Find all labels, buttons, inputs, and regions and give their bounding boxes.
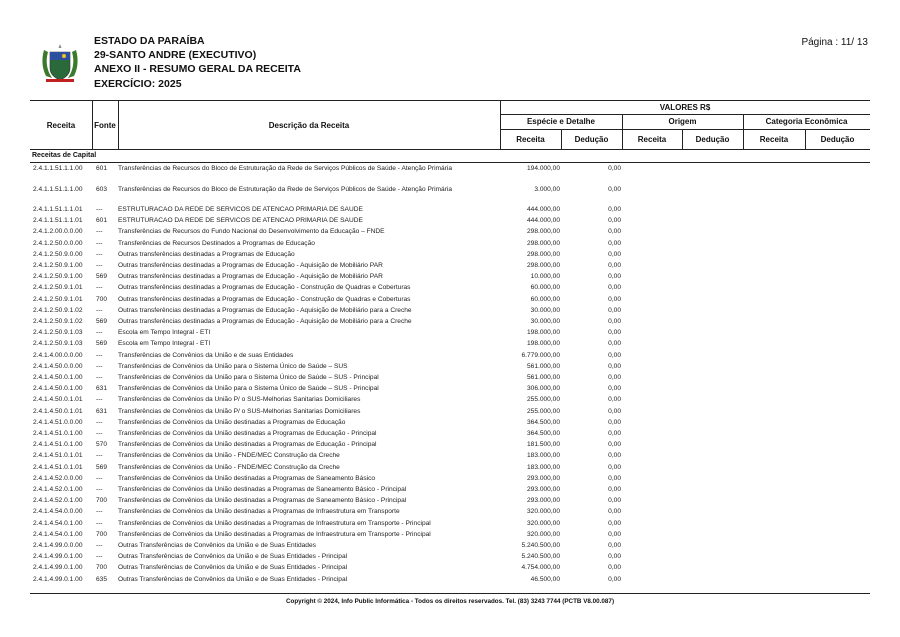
receita-code: 2.4.1.4.54.0.1.00 bbox=[33, 519, 83, 527]
receita-code: 2.4.1.4.51.0.1.01 bbox=[33, 463, 83, 471]
fonte-code: --- bbox=[96, 228, 103, 236]
deducao-value: 0,00 bbox=[608, 351, 621, 359]
receita-value: 293.000,00 bbox=[526, 497, 560, 505]
receita-code: 2.4.1.4.54.0.1.00 bbox=[33, 530, 83, 538]
fonte-code: 603 bbox=[96, 185, 108, 193]
description: Outras transferências destinadas a Programas de Educação - Construção de Quadras e Coberturas bbox=[118, 295, 411, 303]
col-origem-receita: Receita bbox=[637, 134, 667, 144]
receita-value: 255.000,00 bbox=[526, 407, 560, 415]
receita-code: 2.4.1.4.54.0.0.00 bbox=[33, 508, 83, 516]
receita-value: 293.000,00 bbox=[526, 486, 560, 493]
fonte-code: 635 bbox=[96, 575, 108, 583]
receita-value: 4.754.000,00 bbox=[521, 564, 560, 572]
receita-code: 2.4.1.1.51.1.1.01 bbox=[33, 206, 83, 213]
receita-code: 2.4.1.2.50.0.0.00 bbox=[33, 239, 83, 247]
description: Transferências de Convênios da União destinadas a Programas de Saneamento Básico bbox=[118, 474, 376, 482]
receita-code: 2.4.1.4.51.0.1.00 bbox=[33, 430, 83, 437]
fonte-code: 570 bbox=[96, 441, 108, 449]
receita-value: 298.000,00 bbox=[526, 239, 560, 247]
receita-code: 2.4.1.2.50.9.1.00 bbox=[33, 262, 83, 269]
deducao-value: 0,00 bbox=[608, 385, 621, 393]
receita-value: 5.240.500,00 bbox=[521, 553, 560, 561]
receita-code: 2.4.1.2.50.9.1.03 bbox=[33, 329, 83, 337]
deducao-value: 0,00 bbox=[608, 497, 621, 505]
col-categoria-receita: Receita bbox=[759, 134, 789, 144]
paraiba-coat-of-arms-logo bbox=[38, 42, 82, 86]
description: Transferências de Convênios da União P/ o SUS-Melhorias Sanitarias Domiciliares bbox=[118, 396, 361, 404]
deducao-value: 0,00 bbox=[608, 228, 621, 236]
deducao-value: 0,00 bbox=[608, 217, 621, 225]
description: Transferências de Convênios da União destinadas a Programas de Saneamento Básico - Principal bbox=[118, 486, 407, 493]
receita-value: 60.000,00 bbox=[530, 284, 560, 292]
fonte-code: --- bbox=[96, 206, 103, 213]
fonte-code: --- bbox=[96, 284, 103, 292]
fonte-code: --- bbox=[96, 250, 103, 258]
col-descricao: Descrição da Receita bbox=[268, 120, 350, 130]
col-origem: Origem bbox=[668, 117, 697, 126]
deducao-value: 0,00 bbox=[608, 165, 621, 172]
fonte-code: --- bbox=[96, 542, 103, 549]
deducao-value: 0,00 bbox=[608, 329, 621, 337]
deducao-value: 0,00 bbox=[608, 430, 621, 437]
fonte-code: --- bbox=[96, 508, 103, 516]
fonte-code: 700 bbox=[96, 564, 108, 572]
col-categoria-deducao: Dedução bbox=[820, 134, 855, 144]
description: ESTRUTURACAO DA REDE DE SERVICOS DE ATENCAO PRIMARIA DE SAUDE bbox=[118, 217, 363, 225]
receita-code: 2.4.1.4.51.0.1.01 bbox=[33, 452, 83, 460]
page-number: Página : 11/ 13 bbox=[801, 37, 868, 48]
deducao-value: 0,00 bbox=[608, 273, 621, 281]
receita-value: 198.000,00 bbox=[526, 340, 560, 348]
description: Transferências de Convênios da União destinadas a Programas de Educação - Principal bbox=[118, 430, 377, 437]
col-receita: Receita bbox=[46, 120, 76, 130]
annex-title: ANEXO II - RESUMO GERAL DA RECEITA bbox=[94, 63, 301, 75]
entity-title: 29-SANTO ANDRE (EXECUTIVO) bbox=[94, 49, 257, 61]
deducao-value: 0,00 bbox=[608, 519, 621, 527]
fonte-code: --- bbox=[96, 452, 103, 460]
deducao-value: 0,00 bbox=[608, 284, 621, 292]
receita-code: 2.4.1.1.51.1.1.01 bbox=[33, 217, 83, 225]
fonte-code: 601 bbox=[96, 165, 108, 172]
fonte-code: 700 bbox=[96, 295, 108, 303]
receita-code: 2.4.1.4.50.0.1.00 bbox=[33, 385, 83, 393]
col-especie-deducao: Dedução bbox=[574, 134, 609, 144]
receita-value: 6.779.000,00 bbox=[521, 351, 560, 359]
receita-code: 2.4.1.4.52.0.0.00 bbox=[33, 474, 83, 482]
receita-code: 2.4.1.4.00.0.0.00 bbox=[33, 351, 83, 359]
fonte-code: 700 bbox=[96, 530, 108, 538]
fonte-code: --- bbox=[96, 430, 103, 437]
receita-code: 2.4.1.4.50.0.0.00 bbox=[33, 362, 83, 370]
section-title: Receitas de Capital bbox=[32, 152, 97, 159]
deducao-value: 0,00 bbox=[608, 542, 621, 549]
description: Escola em Tempo Integral - ETI bbox=[118, 329, 211, 337]
fonte-code: --- bbox=[96, 486, 103, 493]
description: Outras transferências destinadas a Programas de Educação bbox=[118, 250, 295, 258]
receita-value: 60.000,00 bbox=[530, 295, 560, 303]
col-origem-deducao: Dedução bbox=[695, 134, 730, 144]
fonte-code: --- bbox=[96, 418, 103, 426]
fonte-code: 569 bbox=[96, 340, 108, 348]
fonte-code: 601 bbox=[96, 217, 108, 225]
description: Outras Transferências de Convênios da União e de Suas Entidades - Principal bbox=[118, 553, 348, 561]
deducao-value: 0,00 bbox=[608, 206, 621, 213]
description: Outras transferências destinadas a Programas de Educação - Aquisição de Mobiliário PAR bbox=[118, 262, 383, 269]
fonte-code: --- bbox=[96, 519, 103, 527]
description: Transferências de Convênios da União destinadas a Programas de Infraestrutura em Transporte - Principal bbox=[118, 530, 431, 538]
description: Transferências de Convênios da União destinadas a Programas de Infraestrutura em Transporte - Principal bbox=[118, 519, 431, 527]
state-title: ESTADO DA PARAÍBA bbox=[94, 35, 205, 47]
fonte-code: --- bbox=[96, 553, 103, 561]
fonte-code: 569 bbox=[96, 318, 108, 325]
receita-value: 298.000,00 bbox=[526, 228, 560, 236]
receita-code: 2.4.1.4.50.0.1.01 bbox=[33, 407, 83, 415]
receita-code: 2.4.1.4.50.0.1.00 bbox=[33, 374, 83, 381]
deducao-value: 0,00 bbox=[608, 318, 621, 325]
deducao-value: 0,00 bbox=[608, 239, 621, 247]
receita-code: 2.4.1.2.50.9.1.01 bbox=[33, 284, 83, 292]
description: Transferências de Convênios da União - FNDE/MEC Construção da Creche bbox=[118, 452, 340, 460]
deducao-value: 0,00 bbox=[608, 474, 621, 482]
receita-value: 320.000,00 bbox=[526, 530, 560, 538]
fonte-code: --- bbox=[96, 329, 103, 337]
fonte-code: 631 bbox=[96, 385, 108, 393]
receita-value: 306.000,00 bbox=[526, 385, 560, 393]
receita-value: 198.000,00 bbox=[526, 329, 560, 337]
deducao-value: 0,00 bbox=[608, 452, 621, 460]
fonte-code: 569 bbox=[96, 273, 108, 281]
col-especie-receita: Receita bbox=[516, 134, 545, 144]
receita-value: 364.500,00 bbox=[526, 430, 560, 437]
deducao-value: 0,00 bbox=[608, 340, 621, 348]
deducao-value: 0,00 bbox=[608, 396, 621, 404]
receita-code: 2.4.1.1.51.1.1.00 bbox=[33, 185, 83, 193]
copyright-footer: Copyright © 2024, Info Public Informática - Todos os direitos reservados. Tel. (83) 3243 7744 (PCTB V8.00.087) bbox=[285, 598, 615, 605]
receita-code: 2.4.1.2.50.9.1.02 bbox=[33, 306, 83, 314]
receita-value: 30.000,00 bbox=[530, 306, 560, 314]
description: Transferências de Recursos do Fundo Nacional do Desenvolvimento da Educação – FNDE bbox=[118, 228, 385, 236]
receita-value: 46.500,00 bbox=[530, 575, 560, 583]
fonte-code: --- bbox=[96, 362, 103, 370]
deducao-value: 0,00 bbox=[608, 463, 621, 471]
receita-value: 183.000,00 bbox=[526, 452, 560, 460]
receita-code: 2.4.1.2.00.0.0.00 bbox=[33, 228, 83, 236]
description: Outras Transferências de Convênios da União e de Suas Entidades bbox=[118, 542, 316, 549]
receita-code: 2.4.1.4.99.0.0.00 bbox=[33, 542, 83, 549]
fonte-code: --- bbox=[96, 374, 103, 381]
fonte-code: --- bbox=[96, 351, 103, 359]
footer-divider bbox=[30, 593, 870, 594]
fonte-code: --- bbox=[96, 262, 103, 269]
receita-value: 181.500,00 bbox=[526, 441, 560, 449]
description: Transferências de Convênios da União e de suas Entidades bbox=[118, 351, 294, 359]
receita-code: 2.4.1.2.50.9.1.02 bbox=[33, 318, 83, 325]
receita-value: 561.000,00 bbox=[526, 374, 560, 381]
deducao-value: 0,00 bbox=[608, 262, 621, 269]
receita-value: 444.000,00 bbox=[526, 206, 560, 213]
description: Transferências de Convênios da União destinadas a Programas de Educação bbox=[118, 418, 346, 426]
deducao-value: 0,00 bbox=[608, 250, 621, 258]
receita-value: 255.000,00 bbox=[526, 396, 560, 404]
receita-value: 364.500,00 bbox=[526, 418, 560, 426]
receita-value: 194.000,00 bbox=[526, 165, 560, 172]
description: Transferências de Convênios da União - FNDE/MEC Construção da Creche bbox=[118, 463, 340, 471]
deducao-value: 0,00 bbox=[608, 575, 621, 583]
description: Transferências de Convênios da União para o Sistema Único de Saúde – SUS - Principal bbox=[118, 374, 379, 381]
deducao-value: 0,00 bbox=[608, 295, 621, 303]
description: Transferências de Convênios da União destinadas a Programas de Infraestrutura em Transporte bbox=[118, 508, 400, 516]
deducao-value: 0,00 bbox=[608, 564, 621, 572]
description: Transferências de Convênios da União P/ o SUS-Melhorias Sanitarias Domiciliares bbox=[118, 407, 361, 415]
receita-value: 298.000,00 bbox=[526, 262, 560, 269]
receita-value: 30.000,00 bbox=[530, 318, 560, 325]
col-categoria: Categoria Econômica bbox=[765, 117, 848, 126]
description: Transferências de Recursos do Bloco de Estruturação da Rede de Serviços Públicos de Saúde - Atenção Primária bbox=[118, 185, 453, 193]
description: Escola em Tempo Integral - ETI bbox=[118, 340, 211, 348]
description: Outras transferências destinadas a Programas de Educação - Aquisição de Mobiliário para a Creche bbox=[118, 318, 412, 325]
fonte-code: --- bbox=[96, 474, 103, 482]
fonte-code: --- bbox=[96, 396, 103, 404]
receita-value: 5.240.500,00 bbox=[521, 542, 560, 549]
receita-code: 2.4.1.4.99.0.1.00 bbox=[33, 575, 83, 583]
year-title: EXERCÍCIO: 2025 bbox=[94, 78, 182, 90]
description: Transferências de Convênios da União destinadas a Programas de Saneamento Básico - Principal bbox=[118, 497, 407, 505]
receita-value: 320.000,00 bbox=[526, 519, 560, 527]
deducao-value: 0,00 bbox=[608, 185, 621, 193]
receita-code: 2.4.1.4.52.0.1.00 bbox=[33, 486, 83, 493]
receita-code: 2.4.1.4.99.0.1.00 bbox=[33, 564, 83, 572]
deducao-value: 0,00 bbox=[608, 407, 621, 415]
description: Transferências de Convênios da União para o Sistema Único de Saúde – SUS bbox=[118, 362, 348, 370]
receita-code: 2.4.1.2.50.9.0.00 bbox=[33, 250, 83, 258]
receita-value: 444.000,00 bbox=[526, 217, 560, 225]
receita-value: 561.000,00 bbox=[526, 362, 560, 370]
receita-value: 293.000,00 bbox=[526, 474, 560, 482]
receita-code: 2.4.1.2.50.9.1.00 bbox=[33, 273, 83, 281]
description: Outras Transferências de Convênios da União e de Suas Entidades - Principal bbox=[118, 564, 348, 572]
receita-value: 320.000,00 bbox=[526, 508, 560, 516]
receita-value: 3.000,00 bbox=[534, 185, 560, 193]
deducao-value: 0,00 bbox=[608, 508, 621, 516]
receita-value: 298.000,00 bbox=[526, 250, 560, 258]
fonte-code: --- bbox=[96, 306, 103, 314]
receita-code: 2.4.1.2.50.9.1.01 bbox=[33, 295, 83, 303]
fonte-code: 631 bbox=[96, 407, 108, 415]
deducao-value: 0,00 bbox=[608, 374, 621, 381]
receita-value: 183.000,00 bbox=[526, 463, 560, 471]
receita-code: 2.4.1.4.51.0.1.00 bbox=[33, 441, 83, 449]
section-divider bbox=[30, 162, 870, 163]
receita-value: 10.000,00 bbox=[530, 273, 560, 281]
description: Outras transferências destinadas a Programas de Educação - Aquisição de Mobiliário PAR bbox=[118, 273, 383, 281]
receita-code: 2.4.1.4.51.0.0.00 bbox=[33, 418, 83, 426]
description: Outras transferências destinadas a Programas de Educação - Construção de Quadras e Coberturas bbox=[118, 284, 411, 292]
description: Transferências de Recursos do Bloco de Estruturação da Rede de Serviços Públicos de Saúde - Atenção Primária bbox=[118, 165, 453, 172]
description: Transferências de Convênios da União destinadas a Programas de Educação - Principal bbox=[118, 441, 377, 449]
col-fonte: Fonte bbox=[94, 120, 116, 130]
description: Transferências de Recursos Destinados a Programas de Educação bbox=[118, 239, 315, 247]
fonte-code: 569 bbox=[96, 463, 108, 471]
deducao-value: 0,00 bbox=[608, 418, 621, 426]
deducao-value: 0,00 bbox=[608, 486, 621, 493]
deducao-value: 0,00 bbox=[608, 553, 621, 561]
deducao-value: 0,00 bbox=[608, 441, 621, 449]
description: Outras transferências destinadas a Programas de Educação - Aquisição de Mobiliário para a Creche bbox=[118, 306, 412, 314]
receita-code: 2.4.1.2.50.9.1.03 bbox=[33, 340, 83, 348]
description: ESTRUTURACAO DA REDE DE SERVICOS DE ATENCAO PRIMARIA DE SAUDE bbox=[118, 206, 363, 213]
receita-code: 2.4.1.1.51.1.1.00 bbox=[33, 165, 83, 172]
description: Outras Transferências de Convênios da União e de Suas Entidades - Principal bbox=[118, 575, 348, 583]
table-header bbox=[30, 100, 870, 150]
receita-code: 2.4.1.4.52.0.1.00 bbox=[33, 497, 83, 505]
fonte-code: --- bbox=[96, 239, 103, 247]
deducao-value: 0,00 bbox=[608, 362, 621, 370]
receita-code: 2.4.1.4.99.0.1.00 bbox=[33, 553, 83, 561]
fonte-code: 700 bbox=[96, 497, 108, 505]
deducao-value: 0,00 bbox=[608, 306, 621, 314]
col-valores: VALORES R$ bbox=[659, 103, 711, 112]
receita-code: 2.4.1.4.50.0.1.01 bbox=[33, 396, 83, 404]
description: Transferências de Convênios da União para o Sistema Único de Saúde – SUS - Principal bbox=[118, 385, 379, 393]
col-especie: Espécie e Detalhe bbox=[526, 117, 596, 126]
deducao-value: 0,00 bbox=[608, 530, 621, 538]
